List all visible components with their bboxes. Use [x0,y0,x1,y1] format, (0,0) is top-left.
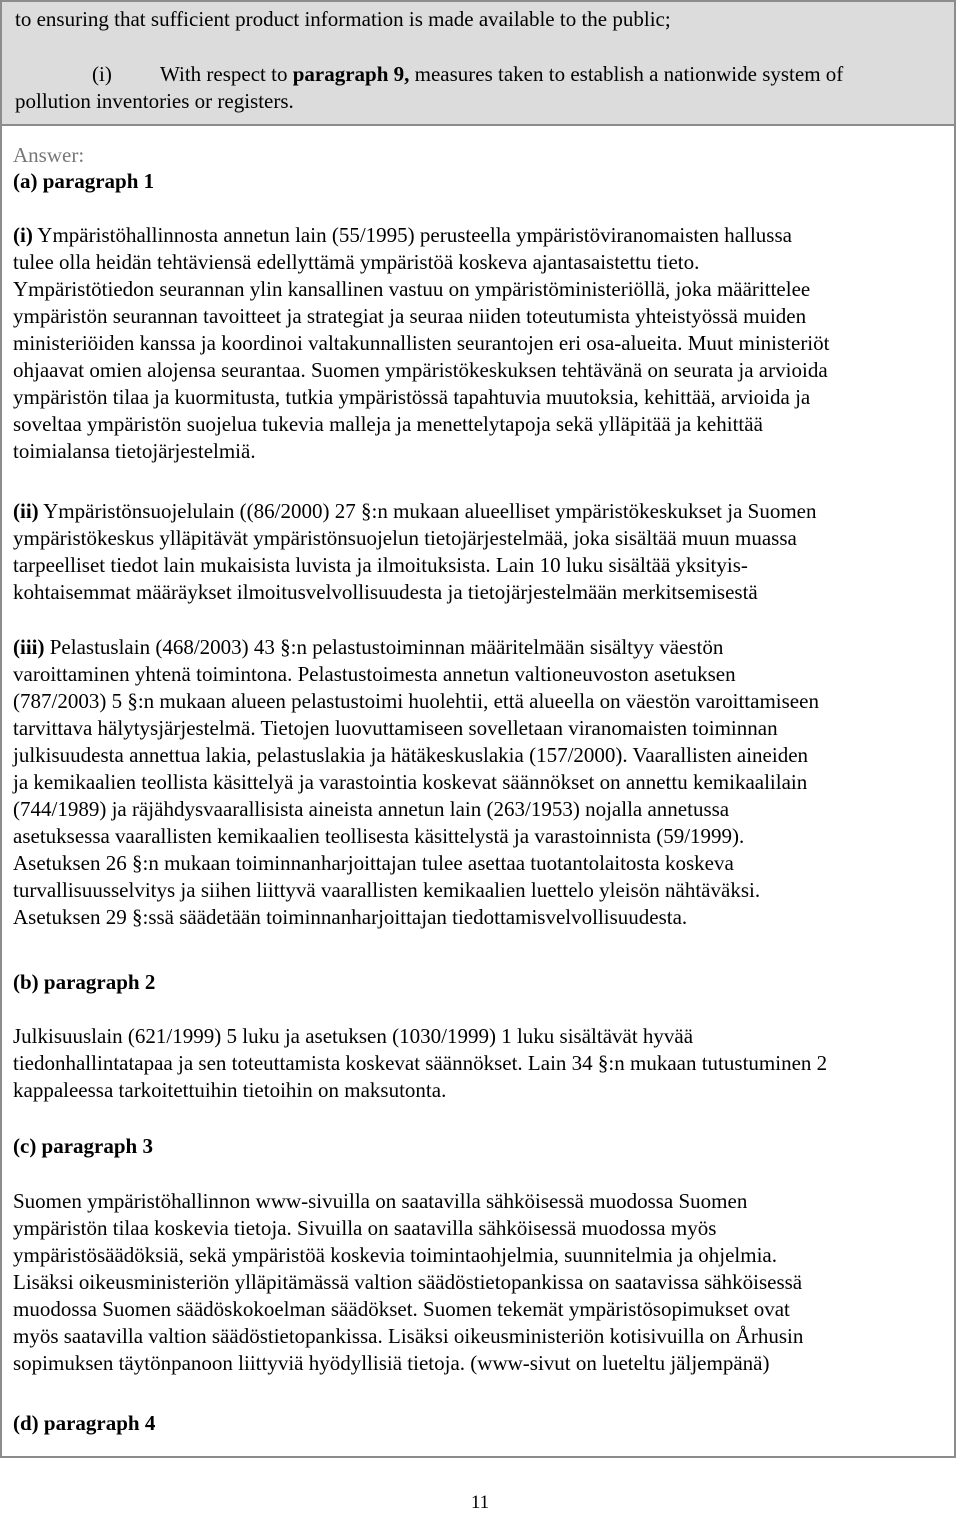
part-ii-marker: (ii) [13,499,39,523]
section-a-part-iii-line: (787/2003) 5 §:n mukaan alueen pelastustoimi huolehtii, että alueella on väestön varoittamiseen [13,689,819,713]
question-item-bold: paragraph 9, [292,62,410,86]
section-a-part-iii-line: (iii) Pelastuslain (468/2003) 43 §:n pelastustoiminnan määritelmään sisältyy väestön [13,635,724,659]
question-item-text-line2: pollution inventories or registers. [15,89,294,113]
section-a-part-iii-line: tarvittava hälytysjärjestelmä. Tietojen luovuttamiseen sovelletaan viranomaisten toiminnan [13,716,778,740]
question-item-marker: (i) [92,62,112,86]
part-i-marker: (i) [13,223,33,247]
part-iii-marker: (iii) [13,635,45,659]
section-a-part-i-line: ministeriöiden kanssa ja koordinoi valtakunnallisten seurantojen eri osa-alueita. Muut ministeriöt [13,331,830,355]
question-box [0,0,956,126]
section-a-part-iii-line: Asetuksen 29 §:ssä säädetään toiminnanharjoittajan tiedottamisvelvollisuudesta. [13,905,688,929]
section-c-line: Lisäksi oikeusministeriön ylläpitämässä valtion säädöstietopankissa on saatavissa sähköisessä [13,1270,803,1294]
section-a-part-iii-line: Asetuksen 26 §:n mukaan toiminnanharjoittajan tulee asettaa tuotantolaitosta koskeva [13,851,734,875]
section-a-part-i-line: ympäristön seurannan tavoitteet ja strategiat ja seuraa niiden toteutumista yhteistyössä muiden [13,304,807,328]
section-c-line: myös saatavilla valtion säädöstietopankissa. Lisäksi oikeusministeriön kotisivuilla on Århusin [13,1324,804,1348]
section-a-part-iii-line: (744/1989) ja räjähdysvaarallisista aineista annetun lain (263/1953) nojalla annetussa [13,797,730,821]
section-a-part-i-line: Ympäristötiedon seurannan ylin kansallinen vastuu on ympäristöministeriöllä, joka määrittelee [13,277,811,301]
page-number: 11 [470,1492,490,1513]
section-d-heading: (d) paragraph 4 [13,1411,156,1435]
section-c-line: ympäristön tilaa koskevia tietoja. Sivuilla on saatavilla sähköisessä muodossa myös [13,1216,717,1240]
section-c-line: sopimuksen täytönpanoon liittyviä hyödyllisiä tietoja. (www-sivut on lueteltu jäljempänä) [13,1351,770,1375]
section-b-line: tiedonhallintatapaa ja sen toteuttamista koskevat säännökset. Lain 34 §:n mukaan tutustuminen 2 [13,1051,828,1075]
section-a-heading: (a) paragraph 1 [13,169,155,193]
section-a-part-iii-line: varoittaminen yhtenä toimintona. Pelastustoimesta annetun valtioneuvoston asetuksen [13,662,736,686]
section-a-part-iii-line: asetuksessa vaarallisten kemikaalien teollisesta käsittelystä ja varastoinnista (59/1999). [13,824,745,848]
section-c-heading: (c) paragraph 3 [13,1134,153,1158]
question-item-suffix: measures taken to establish a nationwide system of [409,62,844,86]
question-item-text [160,61,843,88]
section-a-part-ii-line: ympäristökeskus ylläpitävät ympäristönsuojelun tietojärjestelmää, joka sisältää muun muassa [13,526,797,550]
section-b-line: kappaleessa tarkoitettuihin tietoihin on maksutonta. [13,1078,447,1102]
section-b-heading: (b) paragraph 2 [13,970,156,994]
section-a-part-i-line: (i) Ympäristöhallinnosta annetun lain (55/1995) perusteella ympäristöviranomaisten hallussa [13,223,792,247]
section-a-part-iii-line: ja kemikaalien teollista käsittelyä ja varastointia koskevat säännökset on annettu kemikaalilain [13,770,808,794]
section-a-part-ii-line: (ii) Ympäristönsuojelulain ((86/2000) 27 §:n mukaan alueelliset ympäristökeskukset ja Suomen [13,499,817,523]
section-c-line: ympäristösäädöksiä, sekä ympäristöä koskevia toimintaohjelmia, suunnitelmia ja ohjelmia. [13,1243,777,1267]
question-text-line: to ensuring that sufficient product information is made available to the public; [15,7,671,31]
section-a-part-i-line: toimialansa tietojärjestelmiä. [13,439,256,463]
answer-label: Answer: [13,143,85,167]
section-a-part-ii-line: tarpeelliset tiedot lain mukaisista luvista ja ilmoituksista. Lain 10 luku sisältää yksityis- [13,553,748,577]
section-a-part-iii-line: julkisuudesta annettua lakia, pelastuslakia ja hätäkeskuslakia (157/2000). Vaarallisten aineiden [13,743,809,767]
section-a-part-iii-line: turvallisuusselvitys ja siihen liittyvä vaarallisten kemikaalien luettelo yleisön nähtäväksi. [13,878,761,902]
section-a-part-i-line: soveltaa ympäristön suojelua tukevia malleja ja menettelytapoja sekä ylläpitää ja kehittää [13,412,763,436]
section-c-line: Suomen ympäristöhallinnon www-sivuilla on saatavilla sähköisessä muodossa Suomen [13,1189,748,1213]
question-item-prefix: With respect to [160,62,293,86]
section-a-part-ii-line: kohtaisemmat määräykset ilmoitusvelvollisuudesta ja tietojärjestelmään merkitsemisestä [13,580,758,604]
section-b-line: Julkisuuslain (621/1999) 5 luku ja asetuksen (1030/1999) 1 luku sisältävät hyvää [13,1024,694,1048]
section-a-part-i-line: tulee olla heidän tehtäviensä edellyttämä ympäristöä koskeva ajantasaistettu tieto. [13,250,700,274]
section-a-part-i-line: ohjaavat omien alojensa seurantaa. Suomen ympäristökeskuksen tehtävänä on seurata ja arvioida [13,358,828,382]
section-c-line: muodossa Suomen säädöskokoelman säädökset. Suomen tekemät ympäristösopimukset ovat [13,1297,790,1321]
section-a-part-i-line: ympäristön tilaa ja kuormitusta, tutkia ympäristössä tapahtuvia muutoksia, kehittää, arvioida ja [13,385,811,409]
